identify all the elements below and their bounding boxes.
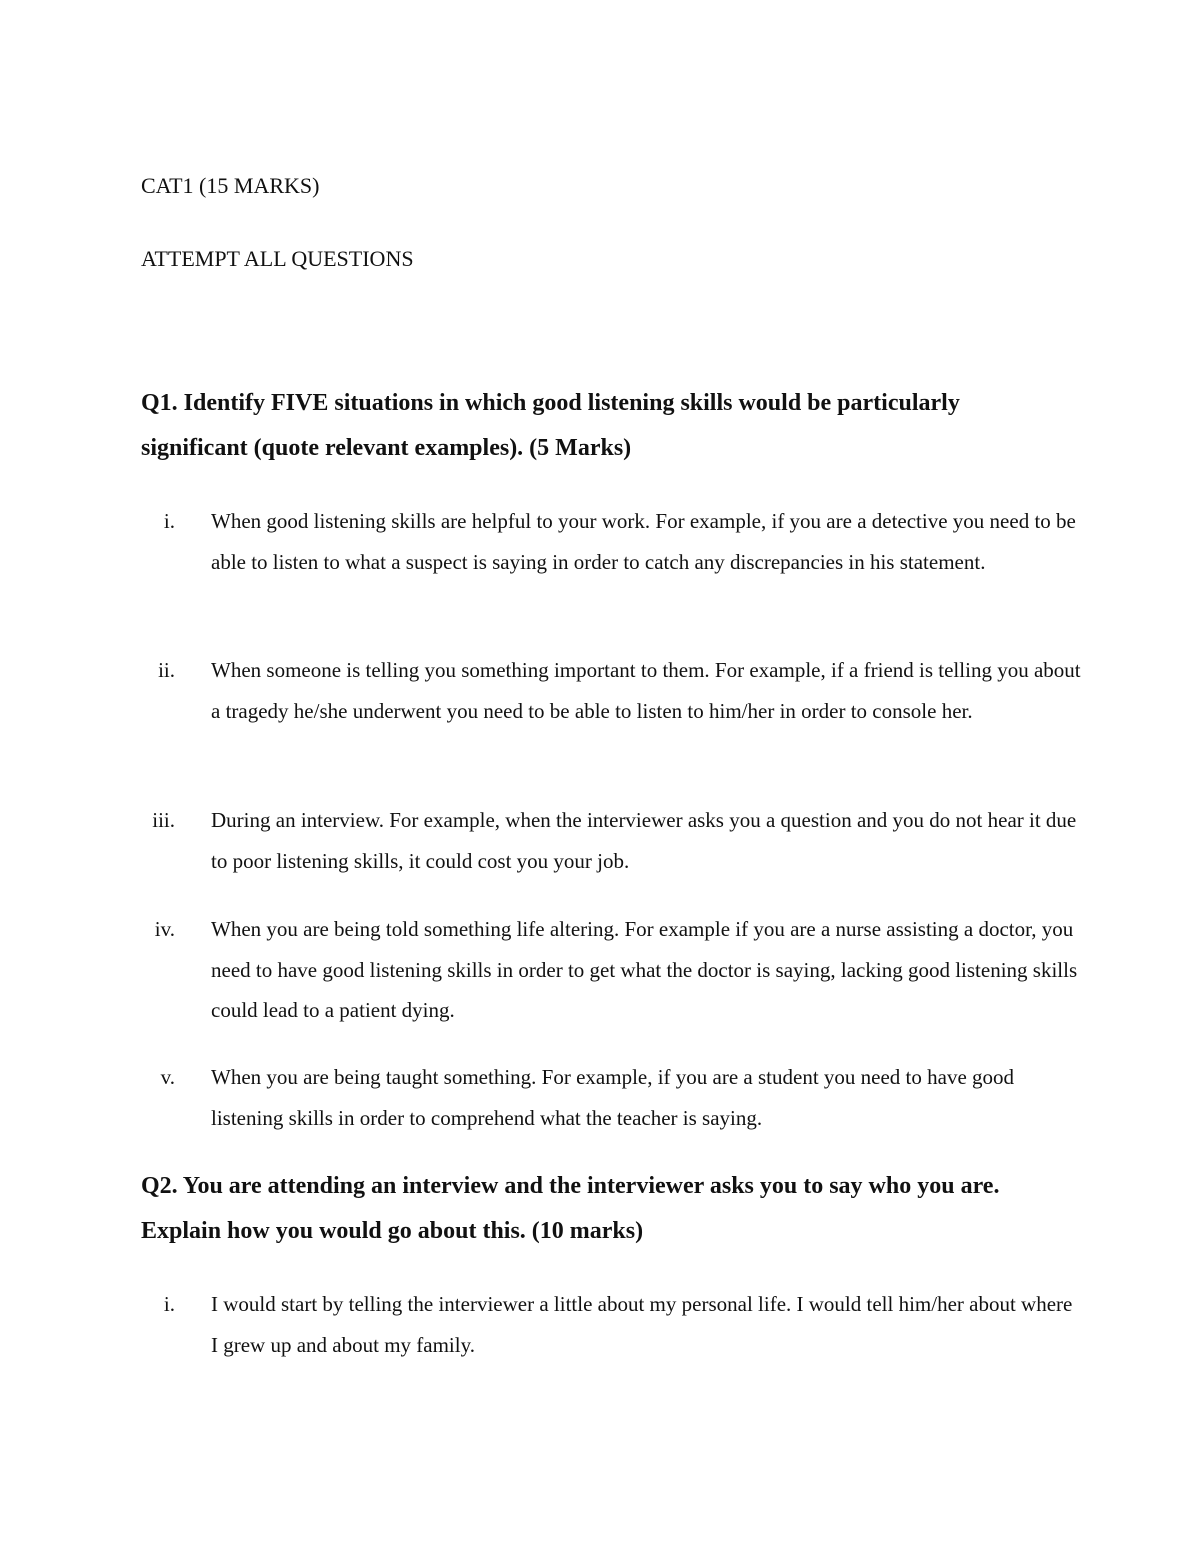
question-1-line-1: Q1. Identify FIVE situations in which good listening skills would be particularly (141, 390, 960, 416)
question-1-line-2: significant (quote relevant examples). (5 Marks) (141, 435, 632, 461)
instruction: ATTEMPT ALL QUESTIONS (141, 246, 414, 271)
list-item-text: When someone is telling you something important to them. For example, if a friend is telling you about a tragedy he/she underwent you need to be able to listen to him/her in order to console her. (211, 658, 1081, 723)
list-number: iv. (154, 917, 175, 941)
list-item-text: When you are being told something life altering. For example if you are a nurse assisting a doctor, you need to have good listening skills in order to get what the doctor is saying, lacking good listening skills could lead to a patient dying. (211, 917, 1078, 1022)
list-number: ii. (158, 658, 175, 682)
list-item-text: When good listening skills are helpful to your work. For example, if you are a detective you need to be able to listen to what a suspect is saying in order to catch any discrepancies in his statement. (211, 509, 1076, 574)
question-2-line-2: Explain how you would go about this. (10 marks) (141, 1218, 644, 1244)
list-item-text: I would start by telling the interviewer a little about my personal life. I would tell him/her about where I grew up and about my family. (211, 1292, 1073, 1357)
list-item-text: During an interview. For example, when the interviewer asks you a question and you do not hear it due to poor listening skills, it could cost you your job. (211, 808, 1077, 873)
document-title: CAT1 (15 MARKS) (141, 173, 320, 198)
question-2-line-1: Q2. You are attending an interview and the interviewer asks you to say who you are. (141, 1173, 1000, 1199)
list-number: i. (163, 1292, 175, 1316)
list-number: i. (163, 509, 175, 533)
list-number: iii. (152, 808, 175, 832)
list-number: v. (160, 1065, 175, 1089)
list-item-text: When you are being taught something. For example, if you are a student you need to have good listening skills in order to comprehend what the teacher is saying. (211, 1065, 1015, 1130)
